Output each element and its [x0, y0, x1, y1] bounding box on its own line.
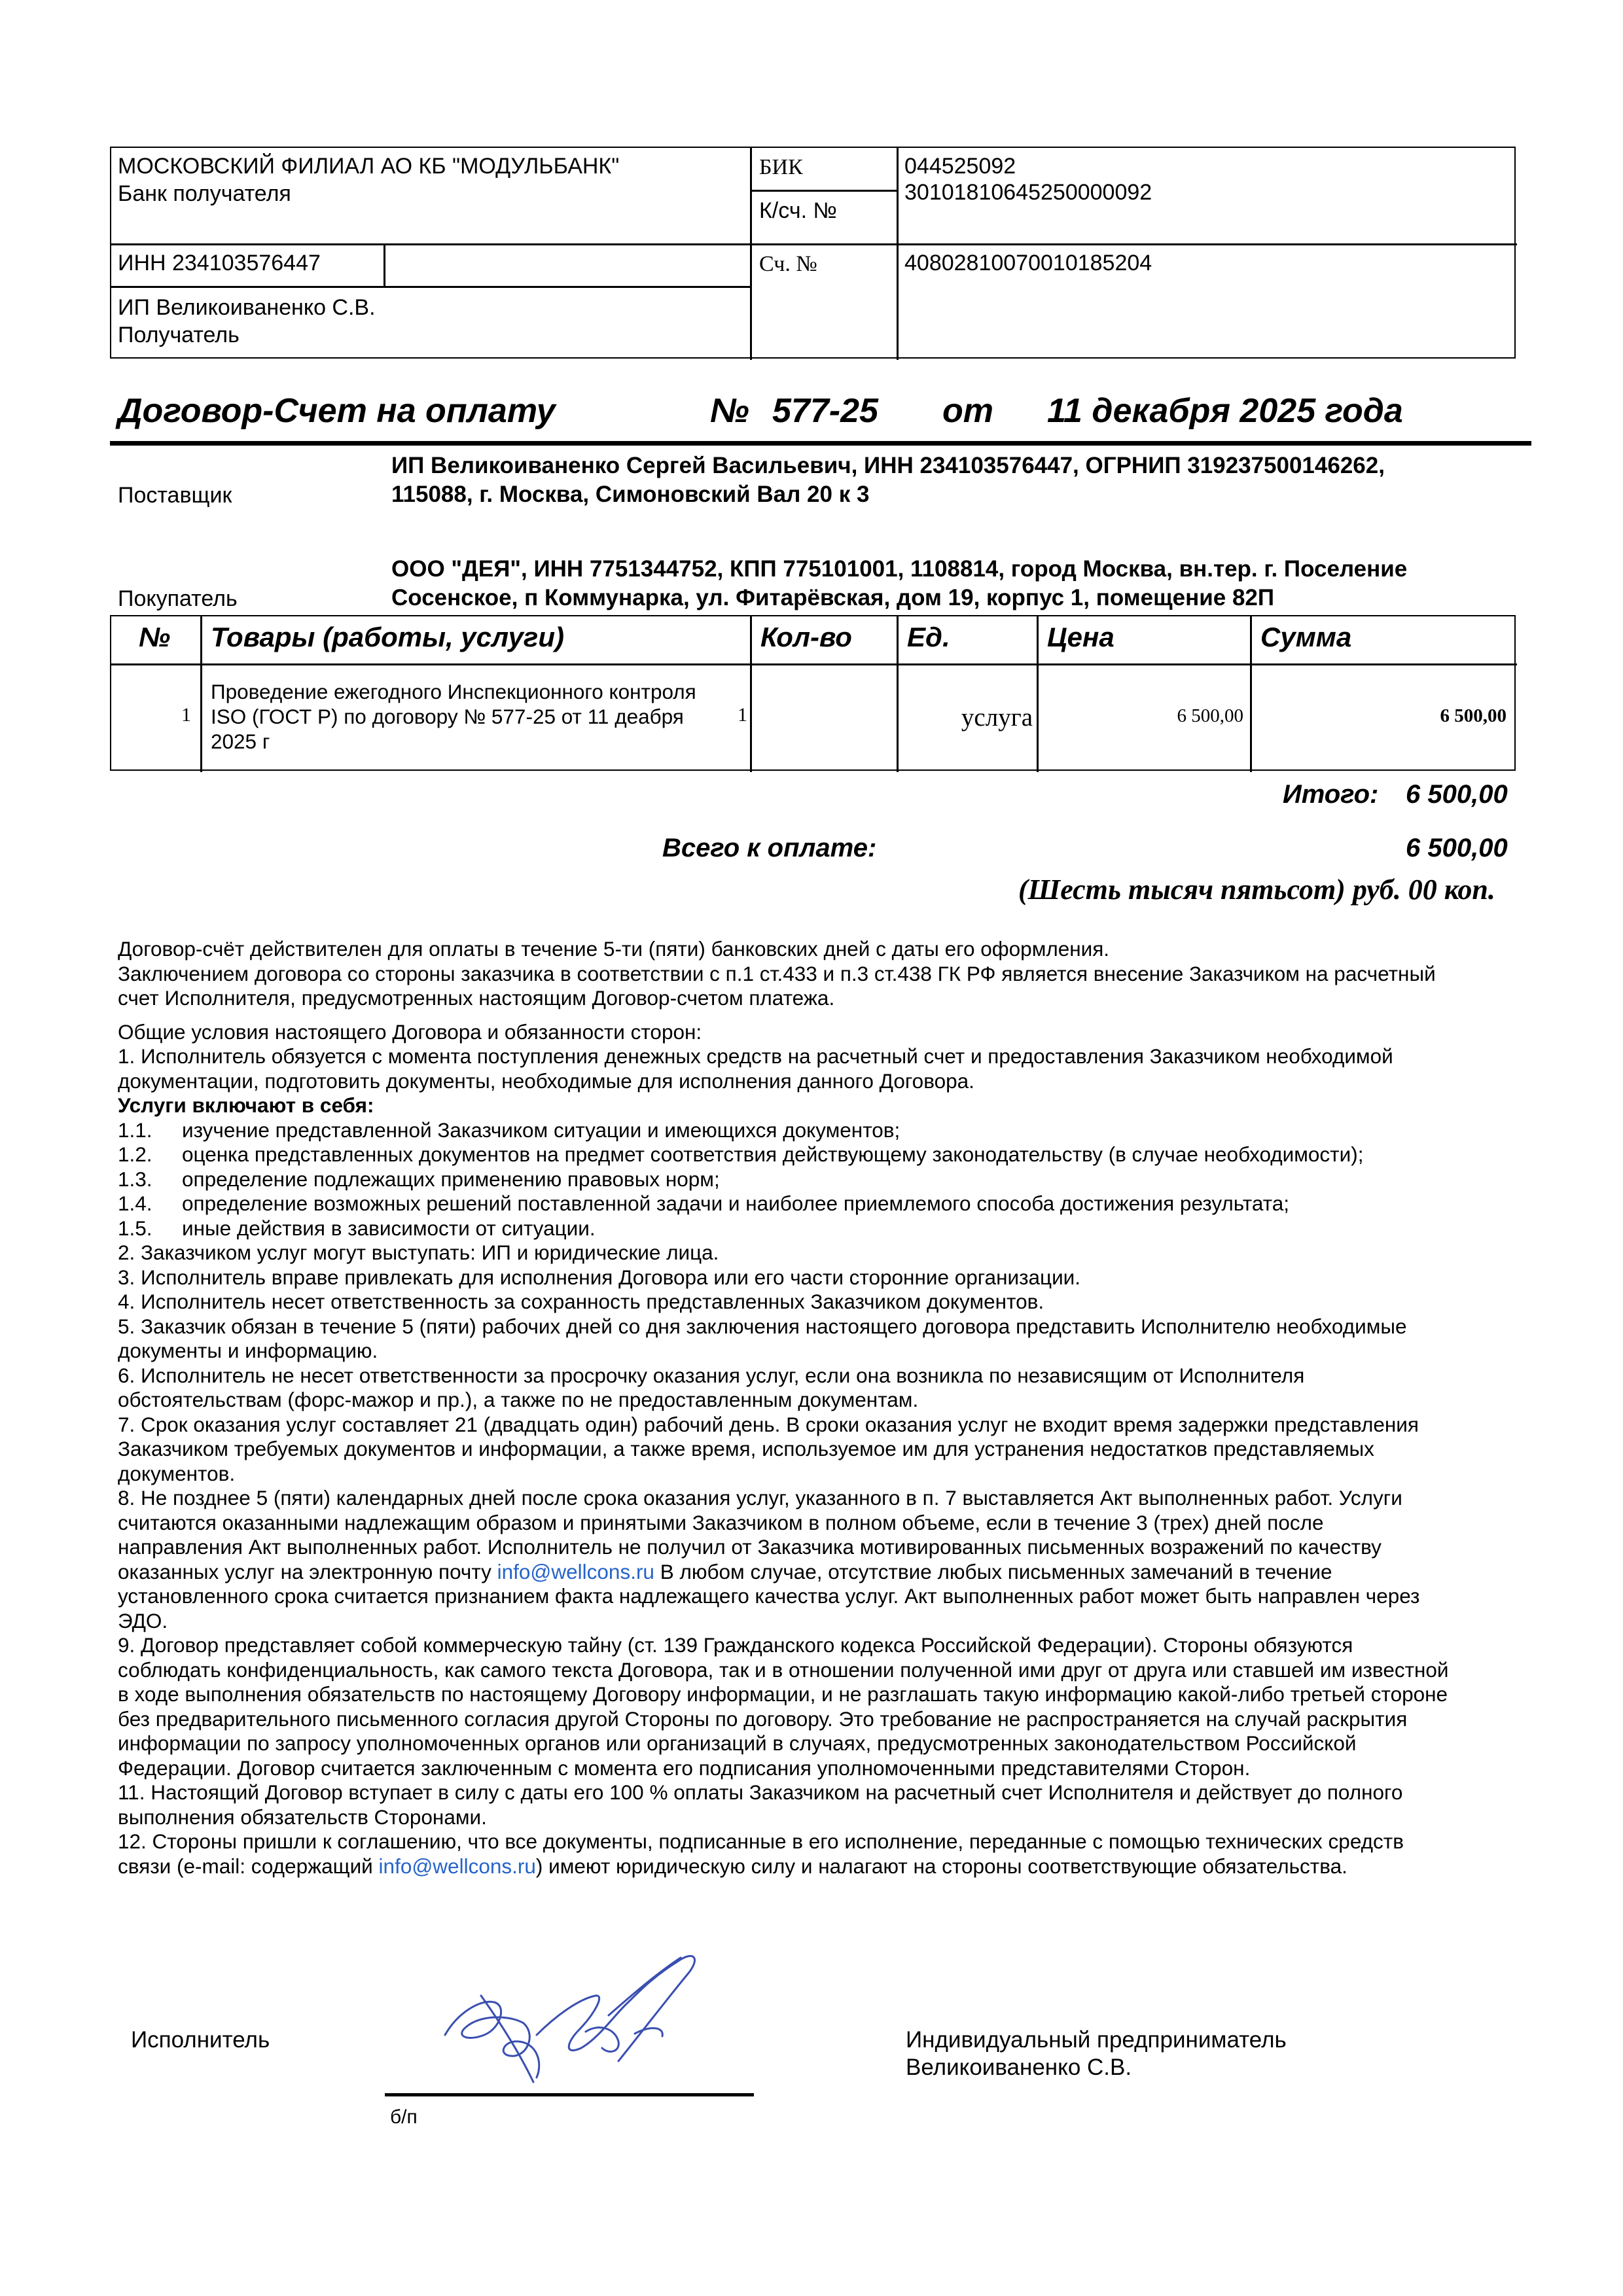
- divider: [111, 243, 750, 245]
- title-from: от: [942, 392, 993, 430]
- signature-line: [385, 2093, 754, 2096]
- service-item: 1.5. иные действия в зависимости от ситуации.: [118, 1216, 596, 1240]
- amount-in-words: (Шесть тысяч пятьсот) руб. 00 коп.: [1018, 874, 1495, 906]
- divider: [383, 243, 385, 287]
- handwritten-signature: [419, 1937, 720, 2100]
- header-price: Цена: [1047, 622, 1115, 652]
- clause-9: в ходе выполнения обязательств по настоящему Договору информации, и не разглашать такую информацию какой-либо третьей стороне: [118, 1682, 1448, 1706]
- bik-label: БИК: [759, 155, 803, 179]
- executor-label: Исполнитель: [131, 2027, 270, 2053]
- clause-1: 1. Исполнитель обязуется с момента поступления денежных средств на расчетный счет и предоставления Заказчиком необходимой: [118, 1044, 1393, 1068]
- bank-name: МОСКОВСКИЙ ФИЛИАЛ АО КБ "МОДУЛЬБАНК": [118, 154, 620, 179]
- clause-4: 4. Исполнитель несет ответственность за сохранность представленных Заказчиком документов.: [118, 1290, 1044, 1313]
- vsego-value: 6 500,00: [1406, 834, 1508, 862]
- clause-7: документов.: [118, 1461, 236, 1485]
- clause-1: документации, подготовить документы, необходимые для исполнения данного Договора.: [118, 1069, 974, 1093]
- header-unit: Ед.: [907, 622, 950, 652]
- clause-11: выполнения обязательств Сторонами.: [118, 1805, 487, 1829]
- row-price: 6 500,00: [1177, 705, 1243, 726]
- clause-8: направления Акт выполненных работ. Исполнитель не получил от Заказчика мотивированных письменных возражений по качеству: [118, 1535, 1382, 1559]
- row-desc-line: ISO (ГОСТ Р) по договору № 577-25 от 11 деабря: [211, 705, 684, 728]
- row-unit: услуга: [961, 703, 1033, 732]
- title-doc: Договор-Счет на оплату: [118, 392, 556, 430]
- email-link[interactable]: info@wellcons.ru: [378, 1854, 536, 1878]
- clause-9: 9. Договор представляет собой коммерческую тайну (ст. 139 Гражданского кодекса Российской Федерации). Стороны обязуются: [118, 1633, 1353, 1657]
- itogo-value: 6 500,00: [1406, 780, 1508, 809]
- services-heading: Услуги включают в себя:: [118, 1093, 374, 1117]
- divider: [897, 616, 899, 772]
- service-item: 1.4. определение возможных решений поставленной задачи и наиболее приемлемого способа достижения результата;: [118, 1192, 1289, 1215]
- supplier-label: Поставщик: [118, 483, 232, 508]
- account-label: Сч. №: [759, 252, 817, 276]
- clause-9: без предварительного письменного согласия другой Стороны по договору. Это требование не распространяется на случай раскрытия: [118, 1706, 1408, 1731]
- row-sum: 6 500,00: [1440, 705, 1507, 726]
- header-num: №: [139, 622, 171, 652]
- clause-9: информации по запросу уполномоченных органов или организаций в случаях, предусмотренных законодательством Российской: [118, 1731, 1357, 1755]
- clause-6: 6. Исполнитель не несет ответственности за просрочку оказания услуг, если она возникла по независящим от Исполнителя: [118, 1363, 1305, 1387]
- divider: [1037, 616, 1039, 772]
- general-heading: Общие условия настоящего Договора и обязанности сторон:: [118, 1019, 702, 1044]
- divider: [750, 190, 898, 192]
- clause-11: 11. Настоящий Договор вступает в силу с даты его 100 % оплаты Заказчиком на расчетный счет Исполнителя и действует до полного: [118, 1780, 1403, 1804]
- clause-9: соблюдать конфиденциальность, как самого текста Договора, так и в отношении полученной ими друг от друга или ставшей им известной: [118, 1657, 1449, 1682]
- clause-5: 5. Заказчик обязан в течение 5 (пяти) рабочих дней со дня заключения настоящего договора представить Исполнителю необходимые: [118, 1314, 1407, 1338]
- divider: [750, 616, 752, 772]
- ks-label: К/сч. №: [759, 198, 837, 223]
- divider: [200, 616, 202, 772]
- itogo-label: Итого:: [1283, 780, 1379, 809]
- inn-value: ИНН 234103576447: [118, 251, 321, 275]
- supplier-line2: 115088, г. Москва, Симоновский Вал 20 к 3: [391, 482, 870, 507]
- divider: [750, 243, 1517, 245]
- title-number-label: №: [710, 392, 749, 430]
- buyer-line2: Сосенское, п Коммунарка, ул. Фитарёвская, дом 19, корпус 1, помещение 82П: [391, 585, 1275, 610]
- clause-8: считаются оказанными надлежащим образом и принятыми Заказчиком в полном объеме, если в течение 3 (трех) дней после: [118, 1510, 1324, 1534]
- divider: [897, 148, 899, 360]
- bank-caption: Банк получателя: [118, 181, 291, 206]
- document-title: [118, 391, 1531, 434]
- buyer-label: Покупатель: [118, 586, 238, 611]
- divider: [111, 663, 1517, 665]
- executor-name: Великоиваненко С.В.: [906, 2055, 1132, 2080]
- validity-text: Договор-счёт действителен для оплаты в течение 5-ти (пяти) банковских дней с даты его оформления.: [118, 937, 1110, 961]
- clause-8: оказанных услуг на электронную почту info@wellcons.ru В любом случае, отсутствие любых письменных замечаний в течение: [118, 1559, 1332, 1583]
- clause-8: 8. Не позднее 5 (пяти) календарных дней после срока оказания услуг, указанного в п. 7 выставляется Акт выполненных работ. Услуги: [118, 1486, 1402, 1510]
- header-sum: Сумма: [1260, 622, 1352, 652]
- clause-3: 3. Исполнитель вправе привлекать для исполнения Договора или его части сторонние организации.: [118, 1265, 1081, 1289]
- clause-12: связи (e-mail: содержащий info@wellcons.ru) имеют юридическую силу и налагают на стороны соответствующие обязательства.: [118, 1854, 1347, 1878]
- vsego-label: Всего к оплате:: [662, 834, 877, 862]
- clause-5: документы и информацию.: [118, 1339, 378, 1362]
- clause-12: 12. Стороны пришли к соглашению, что все документы, подписанные в его исполнение, переданные с помощью технических средств: [118, 1829, 1404, 1853]
- divider: [111, 286, 750, 288]
- clause-8: ЭДО.: [118, 1608, 168, 1633]
- row-desc-line: 2025 г: [211, 730, 270, 753]
- row-num: 1: [181, 704, 191, 726]
- clause-7: 7. Срок оказания услуг составляет 21 (двадцать один) рабочий день. В сроки оказания услуг не входит время задержки представления: [118, 1412, 1419, 1436]
- divider: [750, 148, 752, 360]
- row-qty: 1: [738, 704, 747, 726]
- clause-7: Заказчиком требуемых документов и информации, а также время, используемое им для устранения недостатков представляемых: [118, 1437, 1374, 1460]
- ks-value: 30101810645250000092: [904, 180, 1152, 205]
- email-link[interactable]: info@wellcons.ru: [497, 1559, 654, 1583]
- title-underline: [110, 441, 1531, 446]
- goods-table: [110, 615, 1516, 771]
- recipient-caption: Получатель: [118, 323, 240, 347]
- header-qty: Кол-во: [760, 622, 852, 652]
- conclusion-text: Заключением договора со стороны заказчика в соответствии с п.1 ст.433 и п.3 ст.438 ГК РФ является внесение Заказчиком на расчетный: [118, 961, 1436, 985]
- supplier-line1: ИП Великоиваненко Сергей Васильевич, ИНН 234103576447, ОГРНИП 319237500146262,: [391, 453, 1385, 478]
- divider: [1250, 616, 1252, 772]
- title-number: 577-25: [772, 392, 878, 430]
- signature-note: б/п: [390, 2106, 418, 2128]
- buyer-line1: ООО "ДЕЯ", ИНН 7751344752, КПП 775101001, 1108814, город Москва, вн.тер. г. Поселение: [391, 556, 1408, 582]
- terms-text: [118, 937, 1525, 1879]
- service-item: 1.2. оценка представленных документов на предмет соответствия действующему законодательству (в случае необходимости);: [118, 1142, 1364, 1166]
- bank-details-table: [110, 147, 1516, 359]
- service-item: 1.3. определение подлежащих применению правовых норм;: [118, 1167, 720, 1191]
- bik-value: 044525092: [904, 154, 1016, 179]
- clause-8: установленного срока считается признанием факта надлежащего качества услуг. Акт выполненных работ может быть направлен через: [118, 1584, 1420, 1608]
- header-goods: Товары (работы, услуги): [211, 622, 564, 652]
- clause-2: 2. Заказчиком услуг могут выступать: ИП и юридические лица.: [118, 1241, 719, 1264]
- title-date: 11 декабря 2025 года: [1047, 392, 1403, 430]
- service-item: 1.1. изучение представленной Заказчиком ситуации и имеющихся документов;: [118, 1118, 901, 1142]
- recipient-name: ИП Великоиваненко С.В.: [118, 295, 376, 320]
- account-value: 40802810070010185204: [904, 251, 1152, 275]
- executor-position: Индивидуальный предприниматель: [906, 2027, 1287, 2053]
- clause-9: Федерации. Договор считается заключенным с момента его подписания уполномоченными представителями Сторон.: [118, 1756, 1251, 1780]
- conclusion-text: счет Исполнителя, предусмотренных настоящим Договор-счетом платежа.: [118, 986, 835, 1010]
- clause-6: обстоятельствам (форс-мажор и пр.), а также по не предоставленным документам.: [118, 1388, 919, 1411]
- row-desc-line: Проведение ежегодного Инспекционного контроля: [211, 680, 696, 703]
